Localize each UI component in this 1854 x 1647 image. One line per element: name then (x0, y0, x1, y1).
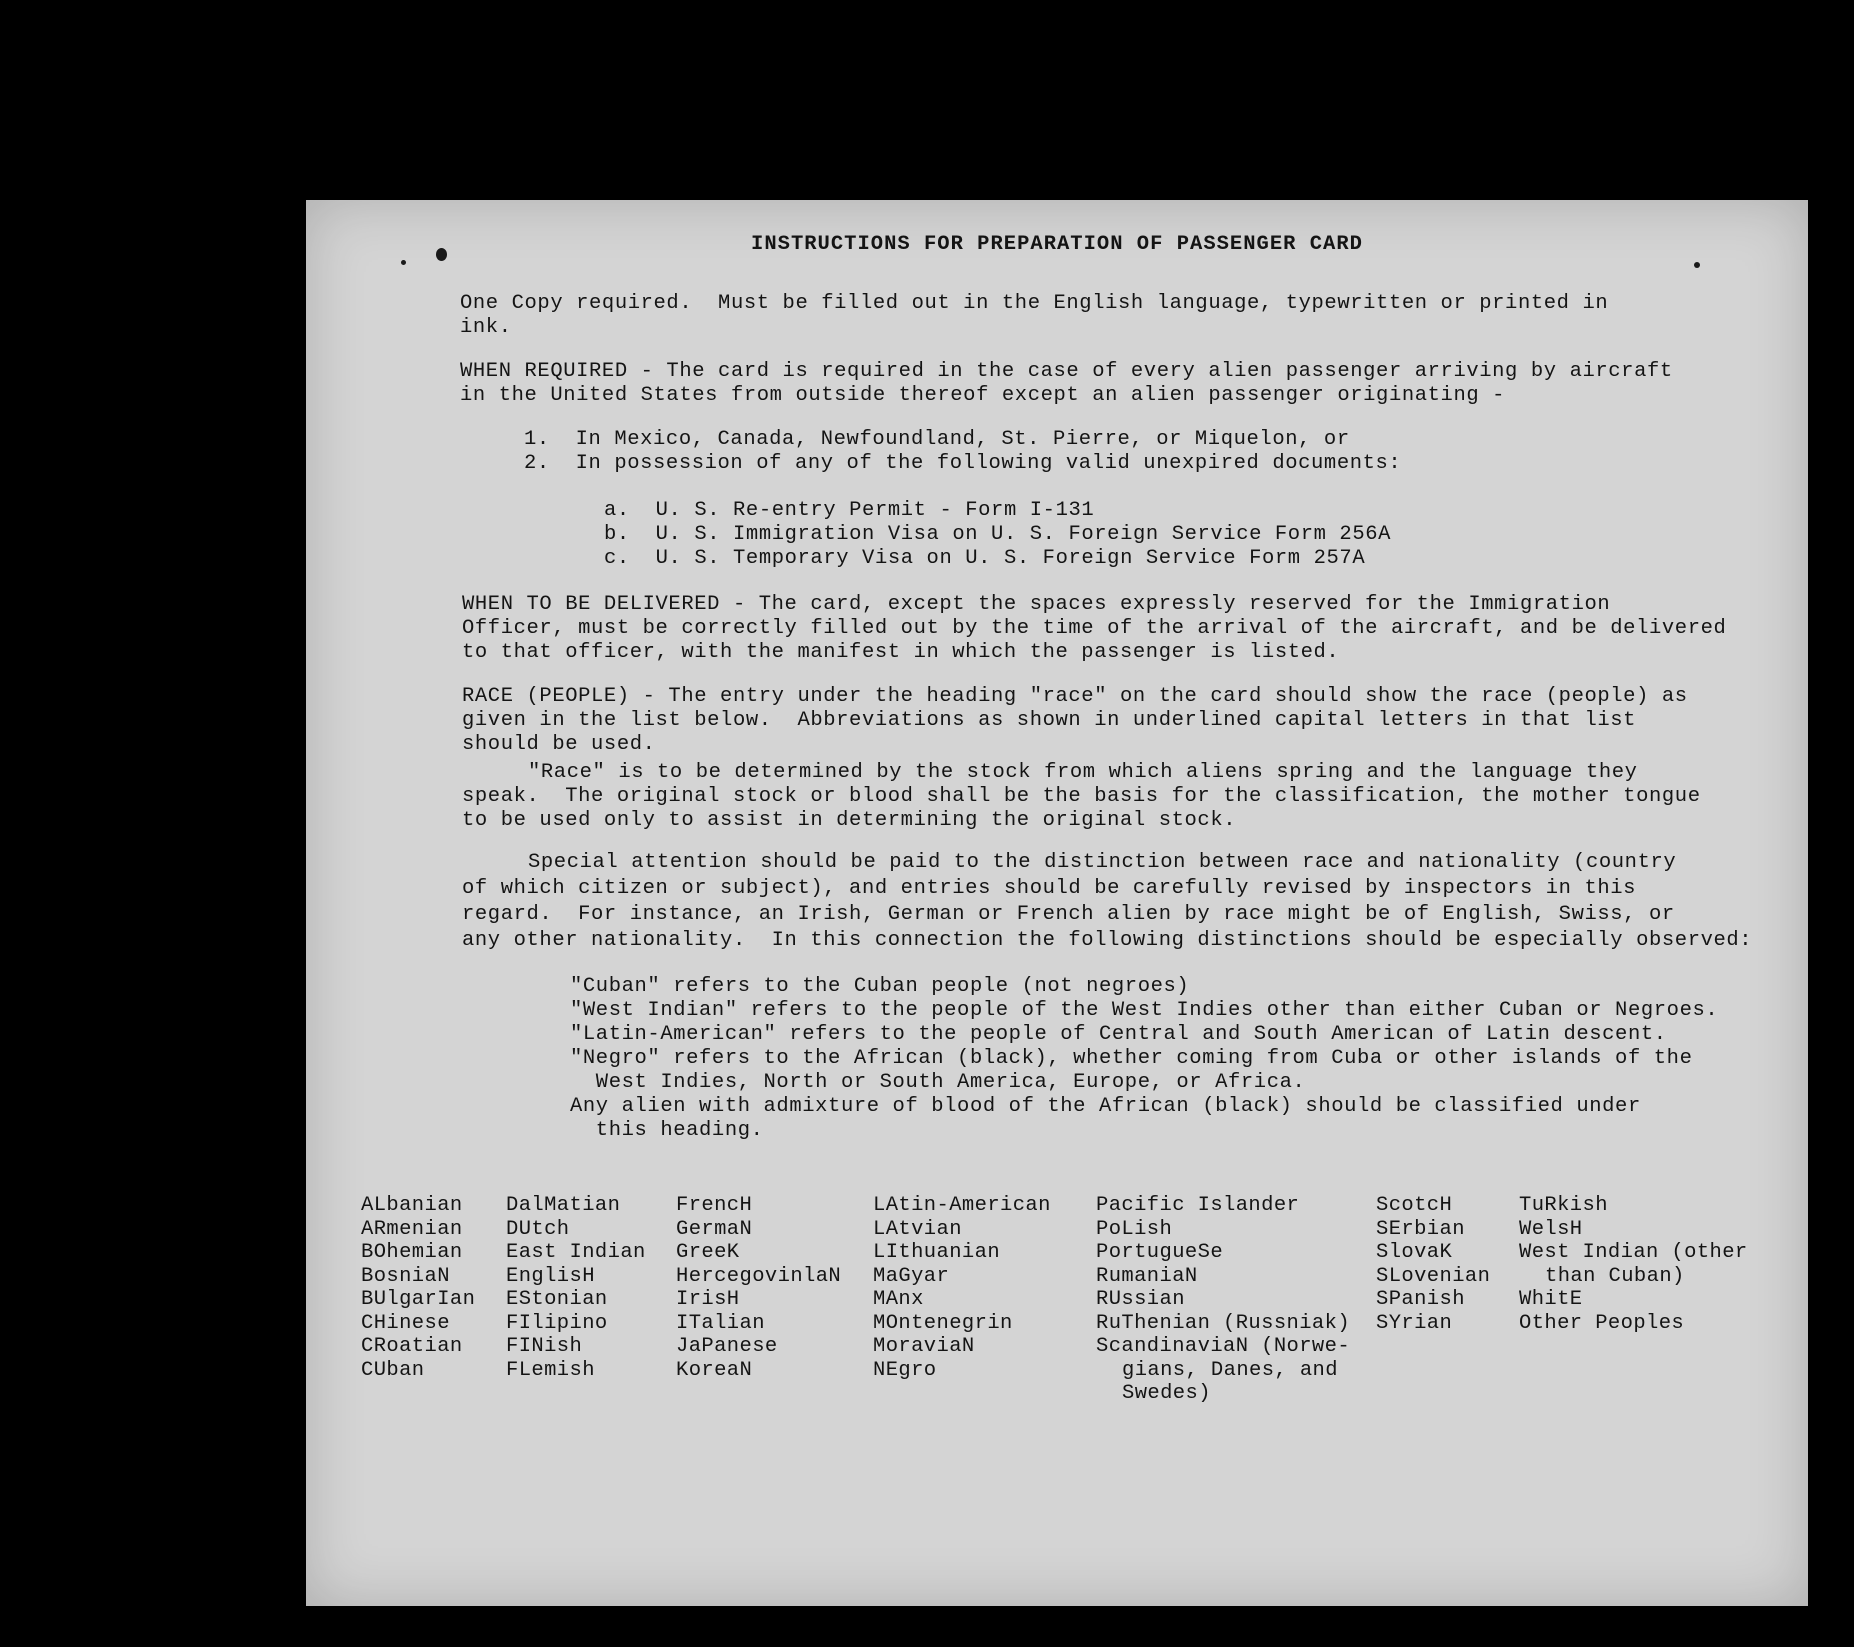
race-entry: FrencH (676, 1194, 753, 1217)
intro-line: ink. (460, 316, 512, 339)
race-column-2 (506, 1194, 646, 1382)
race-entry: Pacific Islander (1096, 1194, 1300, 1217)
race-entry: WelsH (1519, 1217, 1583, 1241)
race-entry: DUtch (506, 1217, 570, 1241)
race-entry: IrisH (676, 1288, 740, 1311)
race-entry: ScandinaviaN (Norwe- (1096, 1335, 1351, 1358)
race-entry: PortugueSe (1096, 1241, 1224, 1264)
race-column-1 (361, 1194, 475, 1382)
race-definition-line: "Race" is to be determined by the stock from which aliens spring and the language they (528, 761, 1638, 784)
distinction-line: "West Indian" refers to the people of the West Indies other than either Cuban or Negroes. (570, 999, 1719, 1022)
race-entry: BOhemian (361, 1241, 463, 1264)
race-entry: SPanish (1376, 1288, 1465, 1311)
race-entry: LAtvian (873, 1217, 962, 1241)
race-entry: SlovaK (1376, 1241, 1453, 1264)
race-entry: JaPanese (676, 1335, 778, 1358)
special-attention-line: of which citizen or subject), and entries should be carefully revised by inspectors in this (462, 877, 1637, 900)
when-delivered-line: WHEN TO BE DELIVERED - The card, except the spaces expressly reserved for the Immigration (462, 593, 1611, 616)
race-entry: MoraviaN (873, 1335, 975, 1358)
race-entry: MAnx (873, 1288, 924, 1311)
race-entry: SYrian (1376, 1311, 1453, 1335)
race-entry: GermaN (676, 1217, 753, 1241)
race-entry: West Indian (other (1519, 1241, 1748, 1264)
race-column-3 (676, 1194, 841, 1382)
race-entry: FLemish (506, 1358, 595, 1382)
race-entry: than Cuban) (1545, 1264, 1685, 1288)
race-entry: RumaniaN (1096, 1264, 1198, 1288)
race-definition-line: speak. The original stock or blood shall be the basis for the classification, the mother tongue (462, 785, 1701, 808)
race-entry: WhitE (1519, 1288, 1583, 1311)
race-column-7 (1519, 1194, 1748, 1335)
race-entry: DalMatian (506, 1194, 621, 1217)
race-entry: gians, Danes, and (1122, 1358, 1338, 1382)
race-entry: LIthuanian (873, 1241, 1001, 1264)
distinction-line: "Cuban" refers to the Cuban people (not negroes) (570, 975, 1190, 998)
race-entry: MOntenegrin (873, 1311, 1013, 1335)
distinction-line: this heading. (570, 1119, 764, 1142)
special-attention-line: any other nationality. In this connection the following distinctions should be especially observed: (462, 929, 1753, 952)
race-column-4 (873, 1194, 1051, 1382)
race-entry: CRoatian (361, 1335, 463, 1358)
race-entry: PoLish (1096, 1217, 1173, 1241)
race-entry: ITalian (676, 1311, 765, 1335)
race-entry: RUssian (1096, 1288, 1185, 1311)
race-entry: Other Peoples (1519, 1311, 1685, 1335)
race-entry: GreeK (676, 1241, 740, 1264)
distinction-line: "Latin-American" refers to the people of Central and South American of Latin descent. (570, 1023, 1667, 1046)
race-entry: MaGyar (873, 1264, 950, 1288)
race-entry: EStonian (506, 1288, 608, 1311)
document-item: b. U. S. Immigration Visa on U. S. Foreign Service Form 256A (604, 523, 1392, 546)
document-item: c. U. S. Temporary Visa on U. S. Foreign Service Form 257A (604, 547, 1366, 570)
race-entry: RuThenian (Russniak) (1096, 1311, 1351, 1335)
race-entry: FINish (506, 1335, 583, 1358)
race-entry: CHinese (361, 1311, 450, 1335)
race-entry: EnglisH (506, 1264, 595, 1288)
race-entry: Swedes) (1122, 1382, 1211, 1405)
document-page (306, 200, 1808, 1606)
race-entry: SErbian (1376, 1217, 1465, 1241)
race-column-6 (1376, 1194, 1490, 1335)
page-title: INSTRUCTIONS FOR PREPARATION OF PASSENGER CARD (751, 233, 1363, 256)
race-entry: ScotcH (1376, 1194, 1453, 1217)
distinction-line: West Indies, North or South America, Europe, or Africa. (570, 1071, 1306, 1094)
race-line: given in the list below. Abbreviations as shown in underlined capital letters in that list (462, 709, 1637, 732)
when-required-line: WHEN REQUIRED - The card is required in the case of every alien passenger arriving by aircraft (460, 360, 1673, 383)
numbered-item: 2. In possession of any of the following valid unexpired documents: (524, 452, 1402, 475)
race-entry: FIlipino (506, 1311, 608, 1335)
distinction-line: "Negro" refers to the African (black), whether coming from Cuba or other islands of the (570, 1047, 1693, 1070)
race-entry: NEgro (873, 1358, 937, 1382)
ink-speck (1694, 262, 1700, 268)
race-definition-line: to be used only to assist in determining the original stock. (462, 809, 1237, 832)
document-item: a. U. S. Re-entry Permit - Form I-131 (604, 499, 1095, 522)
race-entry: BosniaN (361, 1264, 450, 1288)
race-entry: KoreaN (676, 1358, 753, 1382)
when-delivered-line: Officer, must be correctly filled out by the time of the arrival of the aircraft, and be delivered (462, 617, 1727, 640)
race-entry: SLovenian (1376, 1264, 1491, 1288)
race-entry: TuRkish (1519, 1194, 1608, 1217)
race-entry: East Indian (506, 1241, 646, 1264)
special-attention-line: regard. For instance, an Irish, German or French alien by race might be of English, Swiss, or (462, 903, 1675, 926)
special-attention-line: Special attention should be paid to the distinction between race and nationality (country (528, 851, 1677, 874)
race-entry: BUlgarIan (361, 1288, 476, 1311)
race-entry: CUban (361, 1358, 425, 1382)
numbered-item: 1. In Mexico, Canada, Newfoundland, St. Pierre, or Miquelon, or (524, 428, 1350, 451)
race-entry: LAtin-American (873, 1194, 1051, 1217)
race-line: should be used. (462, 733, 656, 756)
when-delivered-line: to that officer, with the manifest in which the passenger is listed. (462, 641, 1340, 664)
race-entry: ARmenian (361, 1217, 463, 1241)
when-required-line: in the United States from outside thereof except an alien passenger originating - (460, 384, 1506, 407)
ink-speck (401, 260, 406, 265)
distinction-line: Any alien with admixture of blood of the African (black) should be classified under (570, 1095, 1641, 1118)
intro-line: One Copy required. Must be filled out in the English language, typewritten or printed in (460, 292, 1609, 315)
race-line: RACE (PEOPLE) - The entry under the heading "race" on the card should show the race (people) as (462, 685, 1688, 708)
race-column-5 (1096, 1194, 1350, 1406)
race-entry: HercegovinlaN (676, 1264, 842, 1288)
race-entry: ALbanian (361, 1194, 463, 1217)
